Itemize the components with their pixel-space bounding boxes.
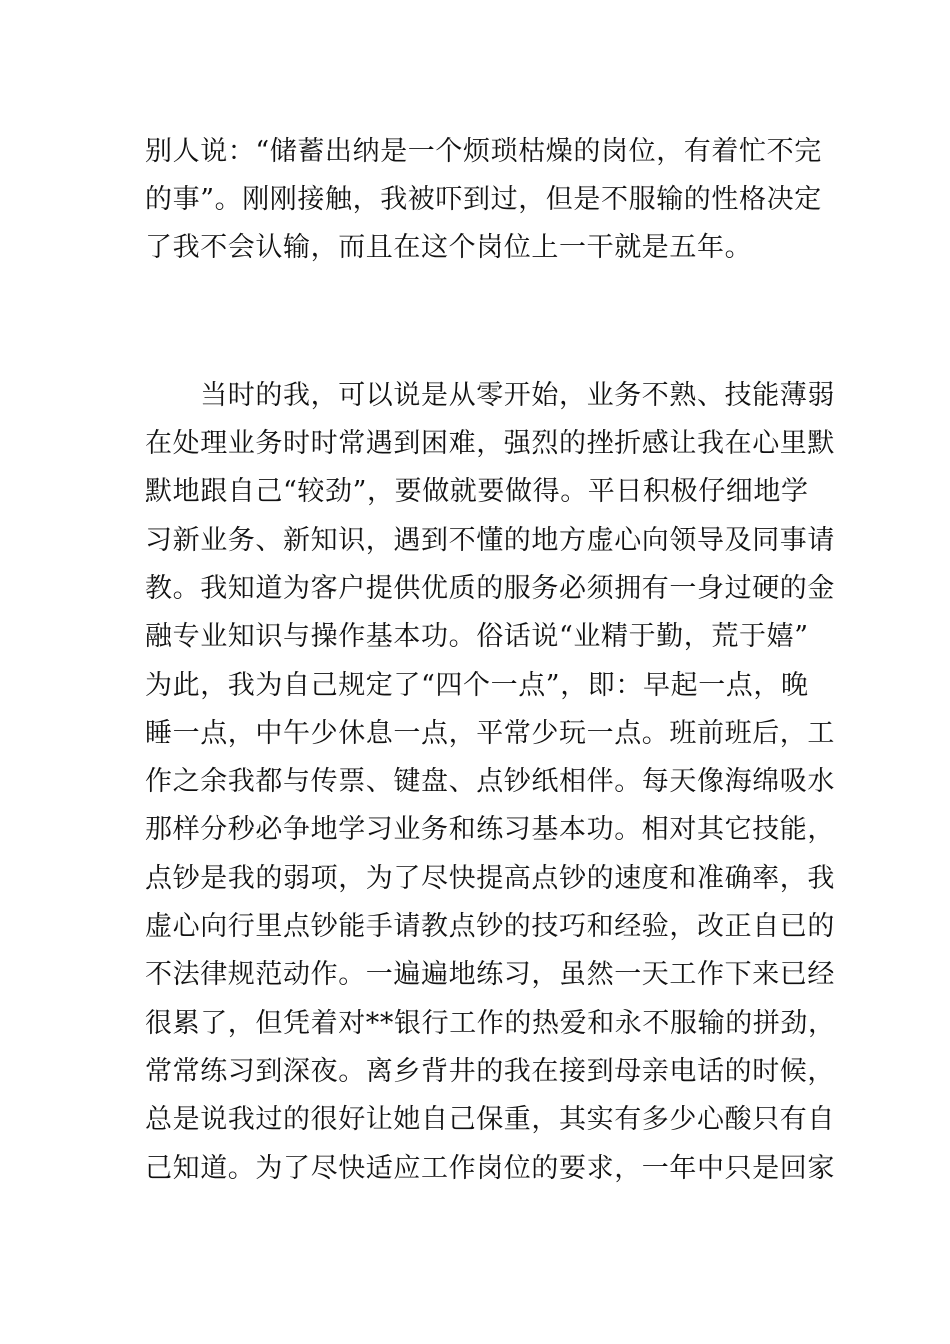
paragraph-2-line-2: 在处理业务时时常遇到困难，强烈的挫折感让我在心里默 [145,428,835,459]
paragraph-2-line-7: 为此，我为自己规定了“四个一点”，即：早起一点，晚 [145,670,809,701]
paragraph-2-line-10: 那样分秒必争地学习业务和练习基本功。相对其它技能， [145,814,835,845]
paragraph-2-line-16: 总是说我过的很好让她自己保重，其实有多少心酸只有自 [145,1104,835,1135]
paragraph-1-line-2: 的事”。刚刚接触，我被吓到过，但是不服输的性格决定 [145,184,822,215]
paragraph-2-line-13: 不法律规范动作。一遍遍地练习，虽然一天工作下来已经 [145,959,835,990]
paragraph-2-line-14: 很累了，但凭着对**银行工作的热爱和永不服输的拼劲， [145,1008,836,1039]
paragraph-2-line-8: 睡一点，中午少休息一点，平常少玩一点。班前班后，工 [145,718,835,749]
paragraph-2-line-9: 作之余我都与传票、键盘、点钞纸相伴。每天像海绵吸水 [145,766,835,797]
paragraph-1-line-3: 了我不会认输，而且在这个岗位上一干就是五年。 [145,232,753,263]
paragraph-2-line-1: 当时的我，可以说是从零开始，业务不熟、技能薄弱 [145,380,835,411]
paragraph-2-line-3: 默地跟自己“较劲”，要做就要做得。平日积极仔细地学 [145,476,809,507]
paragraph-2-line-15: 常常练习到深夜。离乡背井的我在接到母亲电话的时候， [145,1056,835,1087]
paragraph-2-line-6: 融专业知识与操作基本功。俗话说“业精于勤，荒于嬉” [145,621,809,652]
paragraph-2-line-11: 点钞是我的弱项，为了尽快提高点钞的速度和准确率，我 [145,863,835,894]
paragraph-2-line-17: 己知道。为了尽快适应工作岗位的要求，一年中只是回家 [145,1153,835,1184]
paragraph-2-line-4: 习新业务、新知识，遇到不懂的地方虚心向领导及同事请 [145,525,835,556]
paragraph-2-line-12: 虚心向行里点钞能手请教点钞的技巧和经验，改正自已的 [145,911,835,942]
paragraph-1-line-1: 别人说：“储蓄出纳是一个烦琐枯燥的岗位，有着忙不完 [145,136,822,167]
paragraph-2-line-5: 教。我知道为客户提供优质的服务必须拥有一身过硬的金 [145,573,835,604]
